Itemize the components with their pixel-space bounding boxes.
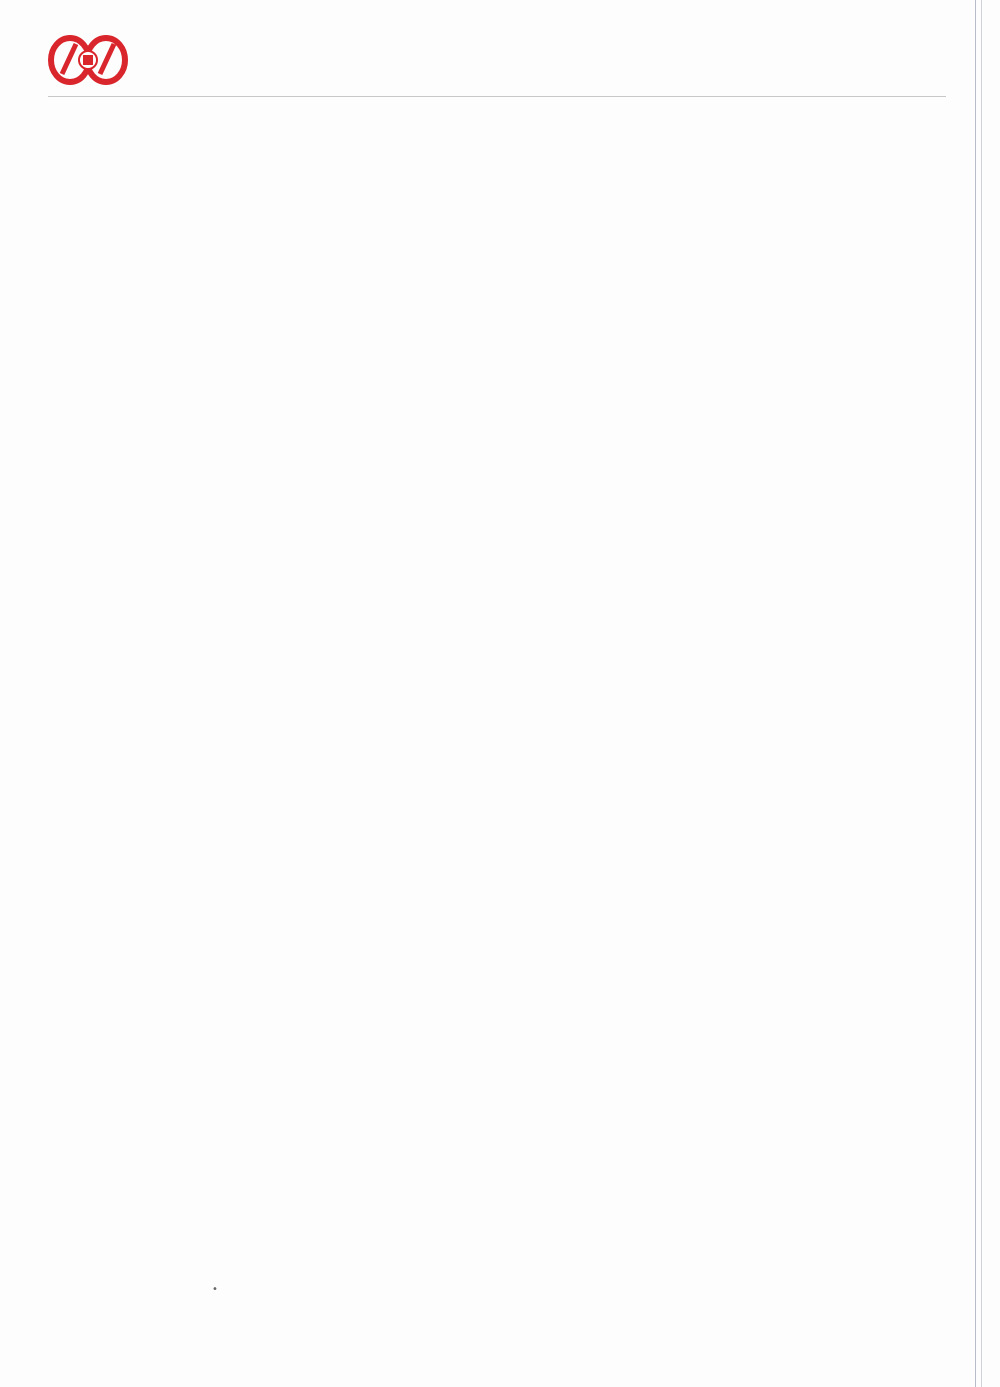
header-rule bbox=[48, 96, 946, 97]
stray-mark: • bbox=[212, 1284, 218, 1295]
brand-logo bbox=[48, 30, 128, 90]
page-binding-border bbox=[975, 0, 982, 1387]
